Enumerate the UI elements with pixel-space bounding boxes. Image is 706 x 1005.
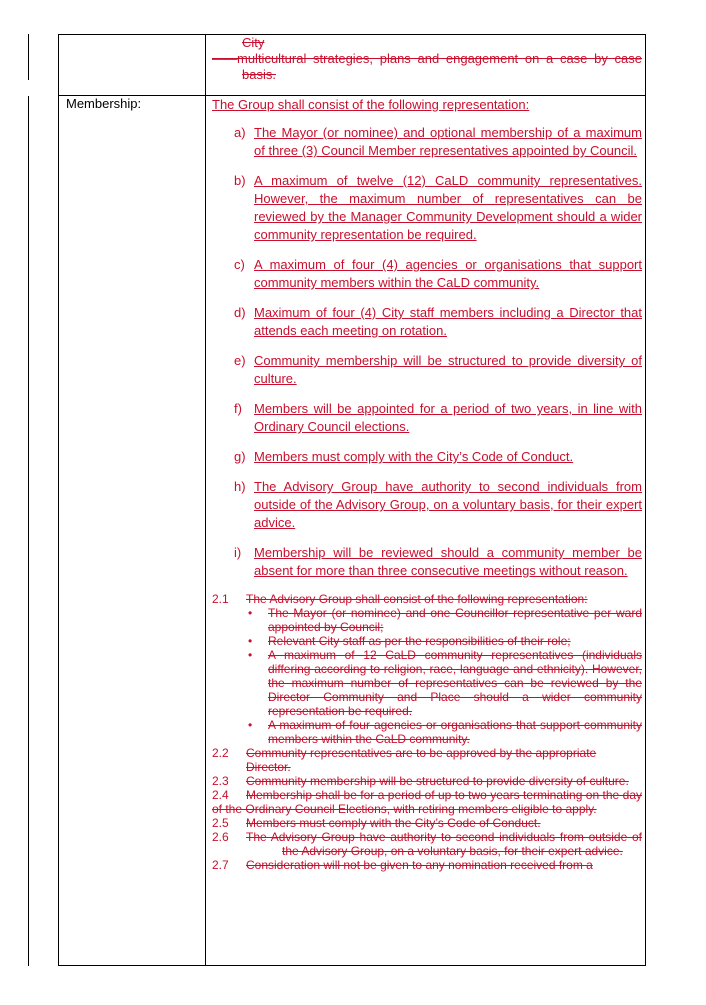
membership-label: Membership: [66, 96, 142, 111]
new-item-c: c) A maximum of four (4) agencies or organisations that support community members within the CaLD community. [234, 257, 642, 290]
new-item-a: a) The Mayor (or nominee) and optional membership of a maximum of three (3) Council Member representatives appointed by Council. [234, 125, 642, 158]
new-item-i: i) Membership will be reviewed should a community member be absent for more than three consecutive meetings without reason. [234, 545, 642, 578]
clause-2-7: 2.7 Consideration will not be given to any nomination received from a [212, 858, 593, 872]
new-item-f: f) Members will be appointed for a period of two years, in line with Ordinary Council elections. [234, 401, 642, 434]
new-item-g: g) Members must comply with the City’s Code of Conduct. [234, 449, 574, 464]
terms-table [58, 34, 646, 966]
clause-2-1: 2.1 The Advisory Group shall consist of the following representation: [212, 592, 588, 606]
prev-line-3: basis. [242, 67, 276, 82]
clause-2-2: 2.2 Community representatives are to be approved by the appropriate [212, 746, 597, 760]
clause-2-4: 2.4 Membership shall be for a period of up to two years terminating on the day of the Ordinary Council Elections, with retiring members eligible to apply. [212, 788, 642, 816]
deleted-bullet: • Relevant City staff as per the responsibilities of their role; [248, 634, 571, 648]
change-bar-main [28, 96, 29, 966]
prev-line-2: ——multicultural strategies, plans and engagement on a case by case [212, 51, 642, 66]
deleted-clauses [212, 592, 642, 872]
deleted-bullet: • The Mayor (or nominee) and one Councillor representative per ward appointed by Council; [248, 606, 642, 634]
column-divider [205, 35, 206, 965]
membership-content [212, 96, 642, 872]
new-item-d: d) Maximum of four (4) City staff members including a Director that attends each meeting on rotation. [234, 305, 642, 338]
deleted-bullet: • A maximum of four agencies or organisations that support community members within the CaLD community. [248, 718, 642, 746]
clause-2-3: 2.3 Community membership will be structured to provide diversity of culture. [212, 774, 629, 788]
clause-2-6: 2.6 The Advisory Group have authority to second individuals from outside ofthe Advisory Group, on a voluntary basis, for their expert advice. [212, 830, 642, 858]
new-item-h: h) The Advisory Group have authority to second individuals from outside of the Advisory Group, on a voluntary basis, for their expert advice. [234, 479, 642, 530]
clause-2-5: 2.5 Members must comply with the City’s Code of Conduct. [212, 816, 541, 830]
previous-row-text [212, 35, 642, 83]
membership-intro: The Group shall consist of the following representation: [212, 97, 530, 112]
deleted-bullet: • A maximum of 12 CaLD community representatives (individuals differing according to religion, race, language and ethnicity). However, the maximum number of representatives can be reviewed by the Director Community and Place should a wider community representation be required. [248, 648, 642, 718]
clause-2-2-cont: Director. [246, 760, 291, 774]
new-item-e: e) Community membership will be structured to provide diversity of culture. [234, 353, 642, 386]
change-bar-top [28, 34, 29, 80]
new-item-b: b) A maximum of twelve (12) CaLD community representatives. However, the maximum number of representatives can be reviewed by the Manager Community Development should a wider community representation be required. [234, 173, 642, 242]
prev-line-1: City [242, 35, 265, 50]
